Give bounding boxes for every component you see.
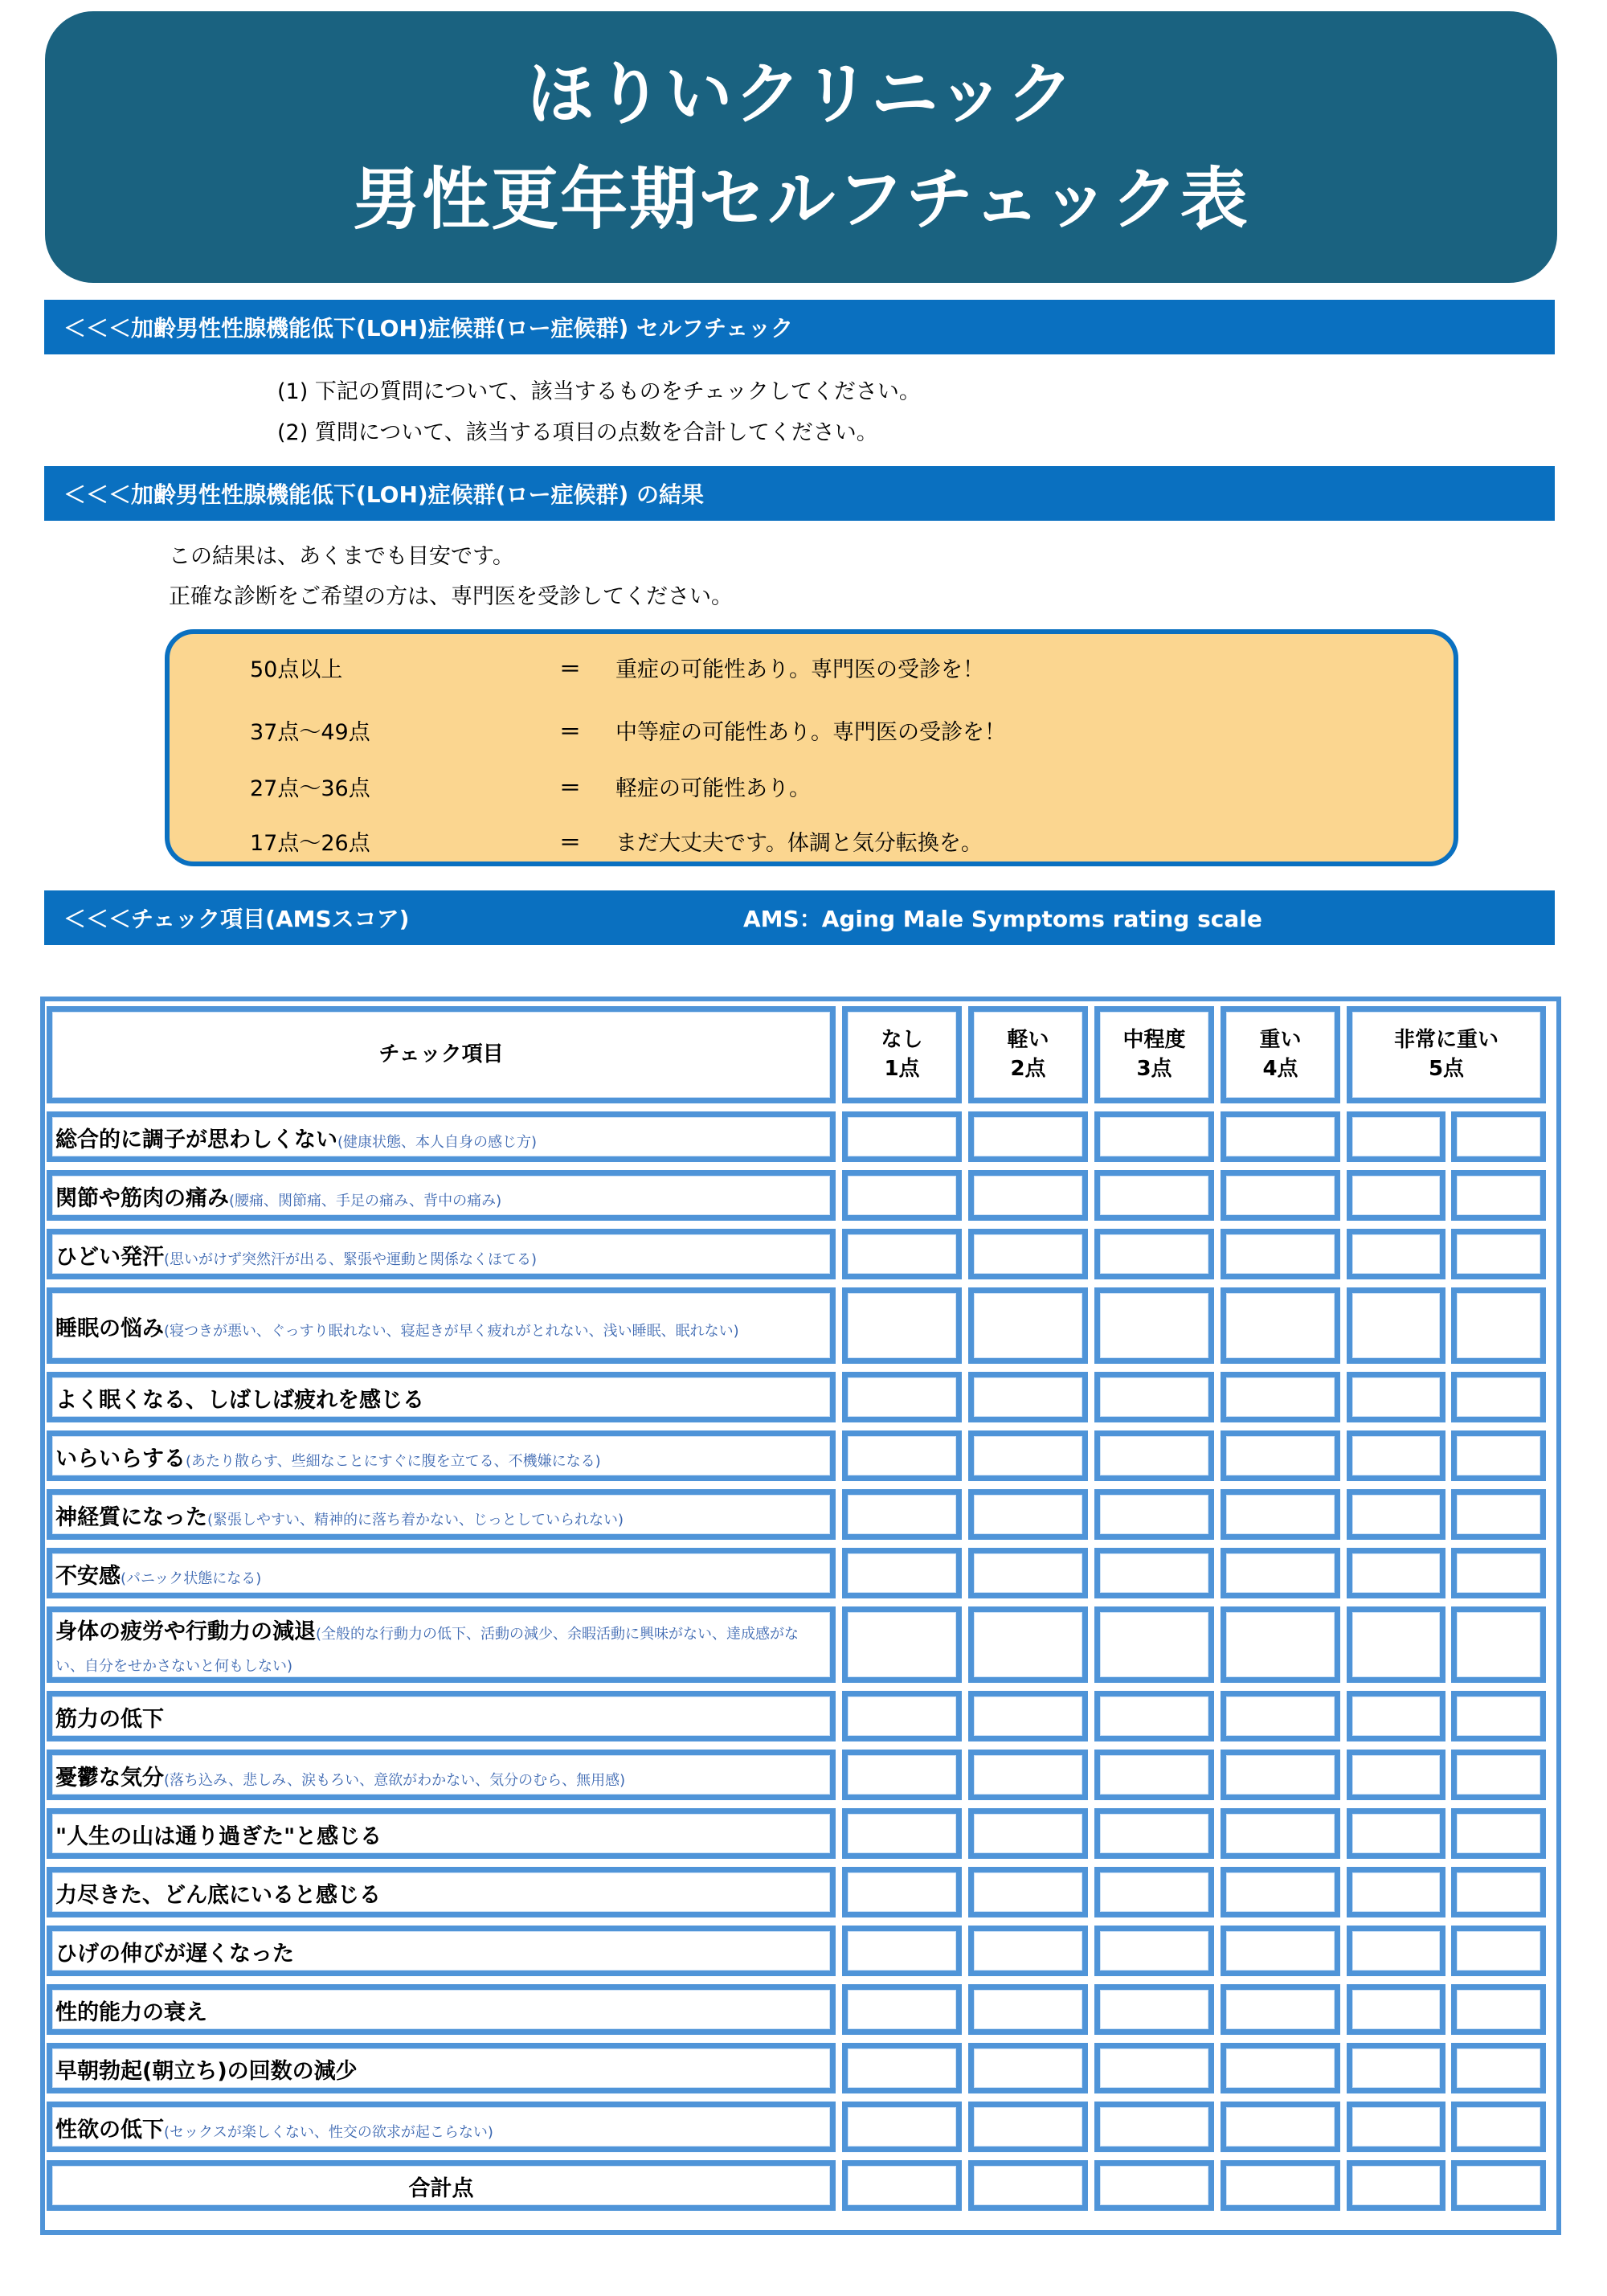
header-score-cell bbox=[842, 1006, 962, 1103]
header-score-cell bbox=[1347, 1006, 1546, 1103]
score-checkbox-cell[interactable] bbox=[1347, 1867, 1445, 1917]
score-checkbox-cell[interactable] bbox=[1451, 1287, 1546, 1364]
total-label-cell bbox=[47, 2160, 836, 2211]
header-score-cell bbox=[968, 1006, 1088, 1103]
score-checkbox-cell[interactable] bbox=[1451, 1489, 1546, 1540]
score-checkbox-cell[interactable] bbox=[1094, 1691, 1214, 1741]
check-item-title: ひどい発汗 bbox=[55, 1244, 164, 1270]
score-checkbox-cell[interactable] bbox=[1221, 2102, 1340, 2152]
score-checkbox-cell[interactable] bbox=[968, 1430, 1088, 1481]
check-item-cell bbox=[47, 1229, 836, 1279]
check-item-title: 力尽きた、どん底にいると感じる bbox=[55, 1882, 381, 1908]
total-score-cell[interactable] bbox=[1094, 2160, 1214, 2211]
score-points: 5点 bbox=[1428, 1056, 1465, 1081]
score-checkbox-cell[interactable] bbox=[1451, 2102, 1546, 2152]
score-checkbox-cell[interactable] bbox=[1451, 1229, 1546, 1279]
score-checkbox-cell[interactable] bbox=[842, 1229, 962, 1279]
check-item-title: 筋力の低下 bbox=[55, 1706, 164, 1732]
header-score-cell bbox=[1221, 1006, 1340, 1103]
note-2: 正確な診断をご希望の方は、専門医を受診してください。 bbox=[169, 584, 733, 609]
check-item-text bbox=[55, 1443, 827, 1475]
score-checkbox-cell[interactable] bbox=[1221, 1984, 1340, 2035]
score-checkbox-cell[interactable] bbox=[1451, 1606, 1546, 1683]
score-range: 37点～49点 bbox=[250, 720, 370, 745]
score-checkbox-cell[interactable] bbox=[968, 1548, 1088, 1598]
check-item-cell bbox=[47, 1489, 836, 1540]
score-checkbox-cell[interactable] bbox=[1094, 1287, 1214, 1364]
score-checkbox-cell[interactable] bbox=[1094, 1984, 1214, 2035]
header-score-cell bbox=[1094, 1006, 1214, 1103]
score-checkbox-cell[interactable] bbox=[842, 1170, 962, 1221]
score-checkbox-cell[interactable] bbox=[1221, 1287, 1340, 1364]
score-points: 1点 bbox=[884, 1056, 920, 1081]
check-item-cell bbox=[47, 1372, 836, 1422]
score-checkbox-cell[interactable] bbox=[1094, 1170, 1214, 1221]
check-item-text bbox=[55, 1313, 827, 1344]
check-item-text bbox=[55, 1762, 827, 1794]
check-item-text bbox=[55, 1385, 827, 1416]
check-item-title: 神経質になった bbox=[55, 1504, 207, 1530]
check-item-title: 睡眠の悩み bbox=[55, 1316, 164, 1341]
ams-definition: AMS：Aging Male Symptoms rating scale bbox=[743, 906, 1262, 932]
score-checkbox-cell[interactable] bbox=[1451, 1430, 1546, 1481]
check-item-detail: (パニック状態になる) bbox=[121, 1570, 262, 1587]
score-checkbox-cell[interactable] bbox=[842, 1287, 962, 1364]
score-checkbox-cell[interactable] bbox=[968, 1229, 1088, 1279]
score-checkbox-cell[interactable] bbox=[968, 2043, 1088, 2093]
section-bar-self-check bbox=[44, 300, 1555, 354]
check-item-cell bbox=[47, 1867, 836, 1917]
check-item-detail: (寝つきが悪い、ぐっすり眠れない、寝起きが早く疲れがとれない、浅い睡眠、眠れない) bbox=[164, 1322, 739, 1340]
score-checkbox-cell[interactable] bbox=[842, 1430, 962, 1481]
check-item-text bbox=[55, 1704, 827, 1735]
score-checkbox-cell[interactable] bbox=[1094, 1750, 1214, 1800]
form-title: 男性更年期セルフチェック表 bbox=[353, 160, 1249, 239]
score-checkbox-cell[interactable] bbox=[1451, 1867, 1546, 1917]
score-checkbox-cell[interactable] bbox=[1094, 2102, 1214, 2152]
total-score-cell[interactable] bbox=[1347, 2160, 1445, 2211]
score-checkbox-cell[interactable] bbox=[842, 1489, 962, 1540]
score-checkbox-cell[interactable] bbox=[968, 1170, 1088, 1221]
score-points: 4点 bbox=[1262, 1056, 1298, 1081]
instruction-2: (2) 質問について、該当する項目の点数を合計してください。 bbox=[277, 420, 878, 445]
score-checkbox-cell[interactable] bbox=[842, 1372, 962, 1422]
check-item-text bbox=[55, 1242, 827, 1273]
check-item-cell bbox=[47, 1287, 836, 1364]
section-bar-result bbox=[44, 466, 1555, 521]
equals-sign: ＝ bbox=[559, 831, 581, 856]
score-checkbox-cell[interactable] bbox=[1221, 1372, 1340, 1422]
result-description: 重症の可能性あり。専門医の受診を！ bbox=[615, 657, 984, 682]
score-checkbox-cell[interactable] bbox=[1221, 1548, 1340, 1598]
score-checkbox-cell[interactable] bbox=[1451, 2043, 1546, 2093]
score-checkbox-cell[interactable] bbox=[1094, 2043, 1214, 2093]
score-checkbox-cell[interactable] bbox=[1347, 1111, 1445, 1162]
score-checkbox-cell[interactable] bbox=[1347, 2102, 1445, 2152]
score-checkbox-cell[interactable] bbox=[968, 2102, 1088, 2152]
score-checkbox-cell[interactable] bbox=[1347, 1606, 1445, 1683]
score-checkbox-cell[interactable] bbox=[968, 1287, 1088, 1364]
score-checkbox-cell[interactable] bbox=[1451, 1111, 1546, 1162]
check-item-cell bbox=[47, 1170, 836, 1221]
check-item-title: よく眠くなる、しばしば疲れを感じる bbox=[55, 1387, 424, 1413]
score-checkbox-cell[interactable] bbox=[1221, 1430, 1340, 1481]
score-checkbox-cell[interactable] bbox=[968, 1372, 1088, 1422]
score-checkbox-cell[interactable] bbox=[1221, 1691, 1340, 1741]
score-checkbox-cell[interactable] bbox=[1221, 1489, 1340, 1540]
score-checkbox-cell[interactable] bbox=[1451, 1691, 1546, 1741]
score-checkbox-cell[interactable] bbox=[968, 1489, 1088, 1540]
instruction-1: (1) 下記の質問について、該当するものをチェックしてください。 bbox=[277, 379, 921, 404]
score-checkbox-cell[interactable] bbox=[1094, 1111, 1214, 1162]
check-item-text bbox=[55, 1821, 827, 1852]
score-checkbox-cell[interactable] bbox=[968, 1867, 1088, 1917]
score-checkbox-cell[interactable] bbox=[1094, 1229, 1214, 1279]
score-checkbox-cell[interactable] bbox=[1347, 1430, 1445, 1481]
check-item-cell bbox=[47, 1111, 836, 1162]
score-checkbox-cell[interactable] bbox=[968, 1606, 1088, 1683]
score-checkbox-cell[interactable] bbox=[1451, 1372, 1546, 1422]
check-item-cell bbox=[47, 1926, 836, 1976]
score-checkbox-cell[interactable] bbox=[968, 1984, 1088, 2035]
score-checkbox-cell[interactable] bbox=[842, 1606, 962, 1683]
score-checkbox-cell[interactable] bbox=[1094, 1606, 1214, 1683]
score-checkbox-cell[interactable] bbox=[1221, 1926, 1340, 1976]
check-item-cell bbox=[47, 1808, 836, 1859]
total-score-cell[interactable] bbox=[842, 2160, 962, 2211]
check-item-cell bbox=[47, 1430, 836, 1481]
score-range: 17点～26点 bbox=[250, 831, 370, 856]
score-checkbox-cell[interactable] bbox=[968, 1750, 1088, 1800]
check-item-detail: (思いがけず突然汗が出る、緊張や運動と関係なくほてる) bbox=[164, 1250, 538, 1268]
score-range: 27点～36点 bbox=[250, 776, 370, 801]
score-checkbox-cell[interactable] bbox=[968, 1926, 1088, 1976]
result-legend-box bbox=[165, 629, 1458, 866]
ams-score-table bbox=[40, 997, 1561, 2235]
score-checkbox-cell[interactable] bbox=[842, 2102, 962, 2152]
total-score-cell[interactable] bbox=[1451, 2160, 1546, 2211]
score-checkbox-cell[interactable] bbox=[1347, 1287, 1445, 1364]
check-item-text bbox=[55, 1938, 827, 1970]
check-item-text bbox=[55, 1502, 827, 1533]
header-item-cell bbox=[47, 1006, 836, 1103]
score-checkbox-cell[interactable] bbox=[1094, 1867, 1214, 1917]
score-label: 軽い bbox=[1007, 1028, 1049, 1053]
score-checkbox-cell[interactable] bbox=[1094, 1548, 1214, 1598]
score-checkbox-cell[interactable] bbox=[1221, 1606, 1340, 1683]
check-item-text bbox=[55, 2114, 827, 2146]
score-checkbox-cell[interactable] bbox=[1221, 1170, 1340, 1221]
score-points: 2点 bbox=[1010, 1056, 1046, 1081]
check-item-title: ひげの伸びが遅くなった bbox=[55, 1941, 294, 1967]
check-item-text bbox=[55, 2056, 827, 2087]
score-label: 中程度 bbox=[1122, 1028, 1186, 1053]
check-item-title: いらいらする bbox=[55, 1446, 186, 1471]
score-checkbox-cell[interactable] bbox=[1347, 1984, 1445, 2035]
total-score-cell[interactable] bbox=[968, 2160, 1088, 2211]
score-checkbox-cell[interactable] bbox=[968, 1691, 1088, 1741]
check-item-detail: (あたり散らす、些細なことにすぐに腹を立てる、不機嫌になる) bbox=[186, 1452, 601, 1470]
score-checkbox-cell[interactable] bbox=[968, 1111, 1088, 1162]
score-checkbox-cell[interactable] bbox=[1347, 1229, 1445, 1279]
score-checkbox-cell[interactable] bbox=[1451, 1170, 1546, 1221]
total-label: 合計点 bbox=[408, 2175, 474, 2201]
score-label: 非常に重い bbox=[1393, 1028, 1499, 1053]
score-points: 3点 bbox=[1136, 1056, 1172, 1081]
check-item-cell bbox=[47, 1691, 836, 1741]
score-checkbox-cell[interactable] bbox=[842, 1548, 962, 1598]
score-checkbox-cell[interactable] bbox=[842, 1691, 962, 1741]
section-bar-check-items bbox=[44, 890, 1555, 945]
check-item-cell bbox=[47, 2043, 836, 2093]
check-item-detail: (落ち込み、悲しみ、涙もろい、意欲がわかない、気分のむら、無用感) bbox=[164, 1771, 626, 1789]
score-checkbox-cell[interactable] bbox=[1347, 1489, 1445, 1540]
score-checkbox-cell[interactable] bbox=[1347, 1372, 1445, 1422]
score-checkbox-cell[interactable] bbox=[1094, 1372, 1214, 1422]
score-checkbox-cell[interactable] bbox=[842, 1984, 962, 2035]
check-item-cell bbox=[47, 1606, 836, 1683]
score-range: 50点以上 bbox=[250, 657, 343, 682]
score-checkbox-cell[interactable] bbox=[1347, 1170, 1445, 1221]
clinic-name: ほりいクリニック bbox=[526, 55, 1076, 134]
check-item-title: 性的能力の衰え bbox=[55, 1999, 207, 2025]
score-label: 重い bbox=[1259, 1028, 1302, 1053]
score-checkbox-cell[interactable] bbox=[1451, 1926, 1546, 1976]
check-item-title: 総合的に調子が思わしくない bbox=[55, 1127, 337, 1152]
score-checkbox-cell[interactable] bbox=[1094, 1489, 1214, 1540]
note-1: この結果は、あくまでも目安です。 bbox=[169, 544, 514, 569]
score-checkbox-cell[interactable] bbox=[1347, 1750, 1445, 1800]
check-item-title: 身体の疲労や行動力の減退 bbox=[55, 1619, 316, 1645]
score-checkbox-cell[interactable] bbox=[1347, 1808, 1445, 1859]
score-checkbox-cell[interactable] bbox=[1347, 2043, 1445, 2093]
check-item-text bbox=[55, 1561, 827, 1592]
title-banner bbox=[45, 11, 1557, 283]
score-checkbox-cell[interactable] bbox=[1094, 1808, 1214, 1859]
score-checkbox-cell[interactable] bbox=[842, 1111, 962, 1162]
score-checkbox-cell[interactable] bbox=[1221, 1111, 1340, 1162]
check-item-text bbox=[55, 1997, 827, 2028]
score-checkbox-cell[interactable] bbox=[1347, 1691, 1445, 1741]
score-checkbox-cell[interactable] bbox=[1347, 1926, 1445, 1976]
result-description: 軽症の可能性あり。 bbox=[615, 776, 811, 801]
check-item-detail: (緊張しやすい、精神的に落ち着かない、じっとしていられない) bbox=[207, 1511, 624, 1529]
equals-sign: ＝ bbox=[559, 657, 581, 682]
score-checkbox-cell[interactable] bbox=[1221, 1808, 1340, 1859]
check-item-text bbox=[55, 1880, 827, 1911]
score-checkbox-cell[interactable] bbox=[1451, 1548, 1546, 1598]
score-checkbox-cell[interactable] bbox=[1347, 1548, 1445, 1598]
check-item-title: "人生の山は通り過ぎた"と感じる bbox=[55, 1823, 382, 1849]
section-title: ＜＜＜チェック項目(AMSスコア) bbox=[63, 906, 410, 932]
equals-sign: ＝ bbox=[559, 776, 581, 801]
header-item-label: チェック項目 bbox=[378, 1042, 504, 1066]
check-item-cell bbox=[47, 1548, 836, 1598]
check-item-title: 性欲の低下 bbox=[55, 2117, 164, 2143]
score-checkbox-cell[interactable] bbox=[842, 1926, 962, 1976]
check-item-detail: (腰痛、関節痛、手足の痛み、背中の痛み) bbox=[229, 1192, 502, 1209]
check-item-title: 早朝勃起(朝立ち)の回数の減少 bbox=[55, 2058, 358, 2084]
result-description: まだ大丈夫です。体調と気分転換を。 bbox=[615, 831, 983, 856]
score-checkbox-cell[interactable] bbox=[842, 1867, 962, 1917]
score-checkbox-cell[interactable] bbox=[842, 1750, 962, 1800]
score-checkbox-cell[interactable] bbox=[842, 2043, 962, 2093]
score-checkbox-cell[interactable] bbox=[1221, 1229, 1340, 1279]
score-checkbox-cell[interactable] bbox=[1221, 1750, 1340, 1800]
score-checkbox-cell[interactable] bbox=[1451, 1808, 1546, 1859]
score-checkbox-cell[interactable] bbox=[1094, 1926, 1214, 1976]
score-checkbox-cell[interactable] bbox=[842, 1808, 962, 1859]
check-item-title: 憂鬱な気分 bbox=[55, 1765, 164, 1791]
score-checkbox-cell[interactable] bbox=[1451, 1750, 1546, 1800]
check-item-detail: (セックスが楽しくない、性交の欲求が起こらない) bbox=[164, 2123, 493, 2141]
score-checkbox-cell[interactable] bbox=[1221, 2043, 1340, 2093]
equals-sign: ＝ bbox=[559, 720, 581, 745]
score-checkbox-cell[interactable] bbox=[1221, 1867, 1340, 1917]
check-item-detail: (健康状態、本人自身の感じ方) bbox=[337, 1133, 538, 1151]
score-checkbox-cell[interactable] bbox=[968, 1808, 1088, 1859]
section-title: ＜＜＜加齢男性性腺機能低下(LOH)症候群(ロー症候群) セルフチェック bbox=[63, 315, 794, 342]
score-checkbox-cell[interactable] bbox=[1451, 1984, 1546, 2035]
check-item-detail: (全般的な行動力の低下、活動の減少、余暇活動に興味がない、達成感がない、自分をせかさないと何もしない) bbox=[55, 1626, 799, 1675]
total-score-cell[interactable] bbox=[1221, 2160, 1340, 2211]
result-description: 中等症の可能性あり。専門医の受診を！ bbox=[615, 720, 1006, 745]
check-item-title: 関節や筋肉の痛み bbox=[55, 1185, 229, 1211]
score-checkbox-cell[interactable] bbox=[1094, 1430, 1214, 1481]
check-item-cell bbox=[47, 2102, 836, 2152]
section-title: ＜＜＜加齢男性性腺機能低下(LOH)症候群(ロー症候群) の結果 bbox=[63, 481, 705, 508]
check-item-text bbox=[55, 1124, 827, 1156]
score-label: なし bbox=[881, 1028, 923, 1053]
check-item-cell bbox=[47, 1750, 836, 1800]
check-item-text bbox=[55, 1183, 827, 1214]
check-item-text bbox=[55, 1616, 827, 1679]
check-item-title: 不安感 bbox=[55, 1563, 121, 1589]
check-item-cell bbox=[47, 1984, 836, 2035]
